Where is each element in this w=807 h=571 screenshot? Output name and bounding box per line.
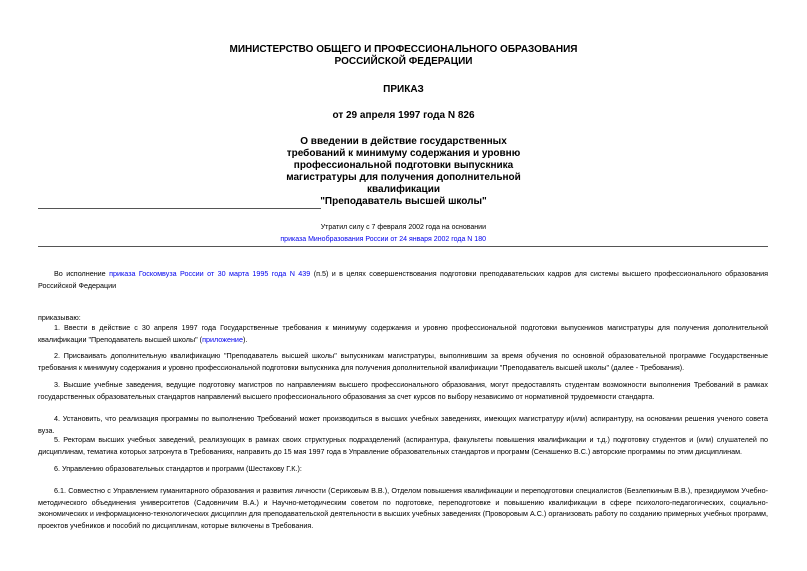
doc-title-line: О введении в действие государственных: [300, 136, 507, 147]
intro-post: (п.5) и в целях совершенствования подготовки преподавательских кадров для системы высшего профессионального образования Российской Федерации: [38, 269, 768, 290]
intro-paragraph: [38, 268, 768, 291]
ministry-line-2: РОССИЙСКОЙ ФЕДЕРАЦИИ: [334, 56, 473, 67]
paragraph-4: 4. Установить, что реализация программы по выполнению Требований может производиться в высших учебных заведениях, имеющих магистратуру и(или) аспирантуру, на основании решения ученого совета вуза.: [38, 414, 768, 435]
doc-date-number: от 29 апреля 1997 года N 826: [332, 110, 475, 121]
divider-long: [38, 246, 768, 247]
p1-post: ).: [242, 334, 248, 344]
p1-pre: 1. Ввести в действие с 30 апреля 1997 года Государственные требования к минимуму содержания и уровню профессиональной подготовки выпускников магистратуры для получения дополнительной квалификации "Преподаватель высшей школы" (: [38, 323, 768, 344]
paragraph-1: [38, 322, 768, 345]
intro-link[interactable]: приказа Госкомвуза России от 30 марта 1995 года N 439: [109, 269, 311, 278]
ministry-line-1: МИНИСТЕРСТВО ОБЩЕГО И ПРОФЕССИОНАЛЬНОГО ОБРАЗОВАНИЯ: [229, 44, 578, 55]
paragraph-6: 6. Управлению образовательных стандартов и программ (Шестакову Г.К.):: [54, 464, 302, 473]
status-link[interactable]: приказа Минобразования России от 24 января 2002 года N 180: [280, 236, 486, 243]
intro-pre: Во исполнение: [54, 269, 110, 278]
doc-title-line: магистратуры для получения дополнительной: [286, 172, 521, 183]
doc-title-line: профессиональной подготовки выпускника: [293, 160, 514, 171]
divider-short: [38, 208, 321, 209]
paragraph-2: 2. Присваивать дополнительную квалификацию "Преподаватель высшей школы" выпускникам магистратуры, выполнившим за время обучения по основной образовательной программе Государственные требования к минимуму содержания и уровню профессиональной подготовки выпускника для получения дополнительной квалификации "Преподаватель высшей школы" (далее - Требования).: [38, 351, 768, 372]
paragraph-6-1: 6.1. Совместно с Управлением гуманитарного образования и развития личности (Сериковым В.В.), Отделом повышения квалификации и переподготовки специалистов (Безлепкиным В.В.), президиумом Учебно-методического объединения университетов (Садовничим В.А.) и Научно-методическим советом по подготовке, переподготовке и повышению квалификации в сфере психолого-педагогических, социально-экономических и информационно-технологических дисциплин для преподавательской деятельности в высших учебных заведениях (Проворовым А.С.) организовать работу по созданию примерных учебных программ, проектов учебников и пособий по дисциплинам, которые включены в Требования.: [38, 486, 768, 530]
ministry-heading: [0, 44, 807, 68]
paragraph-5: 5. Ректорам высших учебных заведений, реализующих в рамках своих структурных подразделений (аспирантура, факультеты повышения квалификации и т.д.) подготовку студентов и (или) слушателей по дисциплинам, тематика которых затронута в Требованиях, направить до 15 мая 1997 года в Управление образовательных стандартов и программ (Сенашенко В.С.) авторские программы по этим дисциплинам.: [38, 435, 768, 456]
appendix-link[interactable]: приложение: [202, 334, 243, 344]
doc-title-line: "Преподаватель высшей школы": [320, 196, 487, 207]
doc-title-line: требований к минимуму содержания и уровню: [286, 148, 521, 159]
doc-title-line: квалификации: [367, 184, 440, 195]
status-line: Утратил силу с 7 февраля 2002 года на основании: [320, 224, 486, 231]
paragraph-3: 3. Высшие учебные заведения, ведущие подготовку магистров по направлениям высшего профессионального образования, могут предоставлять студентам возможности выполнения Требований в рамках государственных образовательных стандартов направлений высшего профессионального образования за счет курсов по выбору независимо от нормативной трудоемкости стандарта.: [38, 380, 768, 401]
status-note: [38, 222, 486, 246]
prikazyvayu-label: приказываю:: [38, 313, 81, 322]
doc-type-heading: ПРИКАЗ: [383, 84, 424, 95]
doc-title: [0, 136, 807, 208]
